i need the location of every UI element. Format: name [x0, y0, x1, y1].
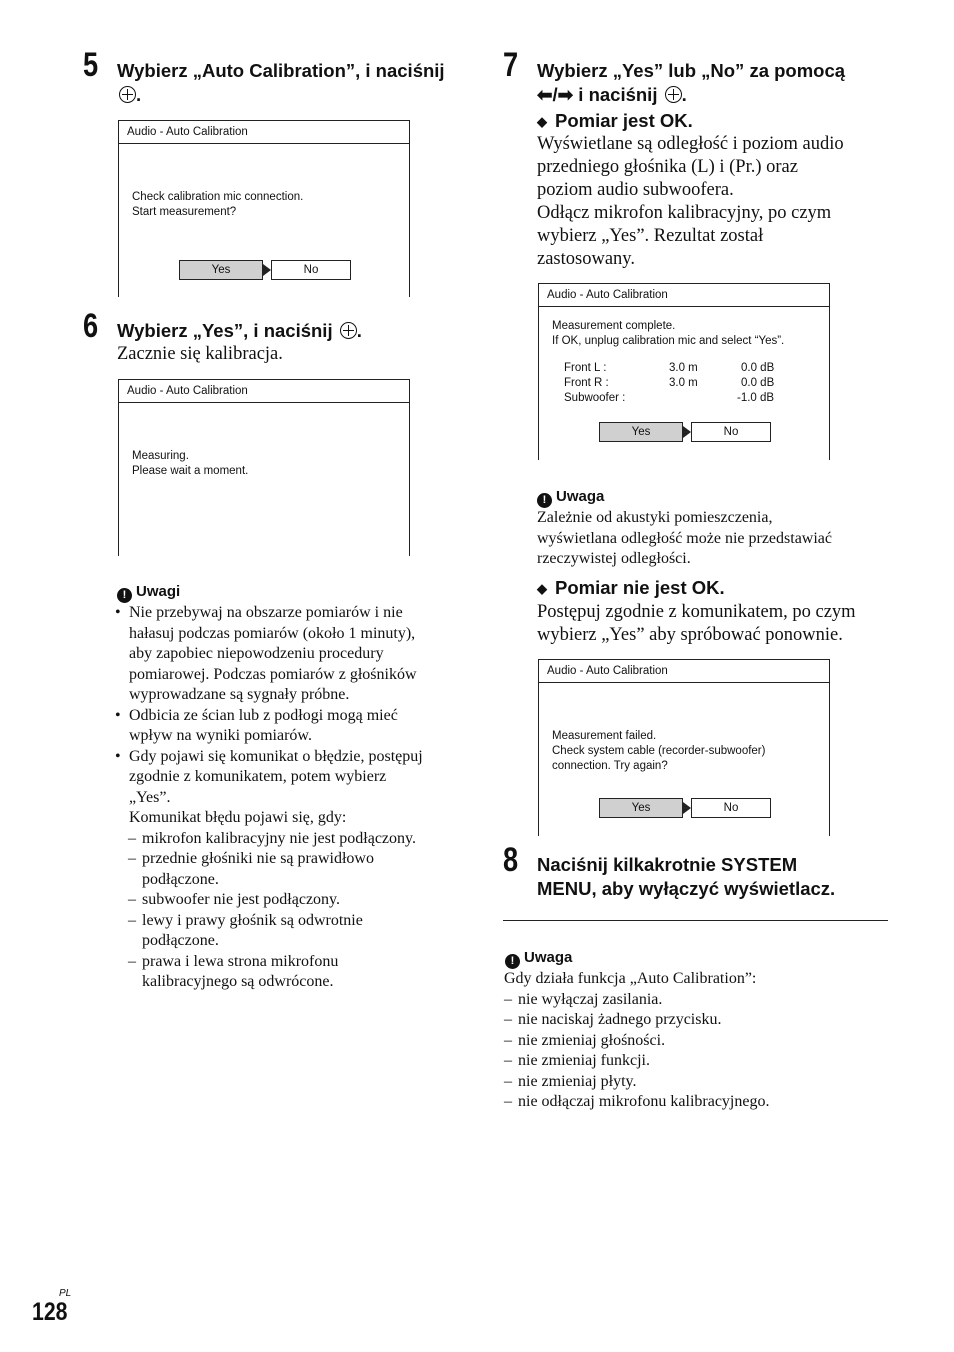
page-number: 128	[32, 1298, 68, 1326]
dialog-line: Measuring.	[132, 450, 189, 462]
step-5-heading	[117, 59, 477, 107]
step-6-heading-text: Wybierz „Yes”, i naciśnij	[117, 320, 333, 341]
dash-item	[128, 849, 475, 890]
note-body	[504, 969, 894, 1113]
dash-item	[504, 1092, 894, 1113]
ok-line: przedniego głośnika (L) i (Pr.) oraz	[537, 157, 798, 177]
note-line: subwoofer nie jest podłączony.	[142, 891, 341, 908]
no-button[interactable]: No	[691, 798, 771, 818]
ok-title: Pomiar jest OK.	[555, 110, 693, 131]
dash-item	[504, 1051, 894, 1072]
dialog-line: Start measurement?	[132, 206, 237, 218]
note-line: wyświetlana odległość może nie przedstawiać	[537, 529, 832, 547]
result-distance: 3.0 m	[669, 377, 698, 389]
note-line: Komunikat błędu pojawi się, gdy:	[129, 809, 347, 826]
dialog-line: Please wait a moment.	[132, 465, 249, 477]
result-level: 0.0 dB	[741, 377, 775, 389]
yes-button[interactable]: Yes	[599, 798, 683, 818]
step-6-body: Zacznie się kalibracja.	[117, 344, 283, 364]
note-line: prawa i lewa strona mikrofonu	[142, 952, 339, 970]
step-8-heading-text: MENU, aby wyłączyć wyświetlacz.	[537, 878, 836, 899]
diamond-icon: ◆	[537, 581, 547, 596]
step-7-heading-text: i naciśnij	[578, 84, 658, 105]
note-heading	[505, 948, 572, 969]
dialog-title: Audio - Auto Calibration	[119, 121, 409, 144]
enter-button-icon	[665, 86, 682, 103]
notes-title: Uwagi	[136, 583, 181, 600]
step-7-heading-end: .	[681, 84, 687, 105]
note-line: kalibracyjnego są odwrócone.	[142, 973, 334, 990]
dash-item	[128, 911, 475, 952]
note-icon: !	[117, 588, 132, 603]
ok-body	[537, 133, 907, 271]
dialog-message	[552, 319, 784, 349]
note-icon: !	[537, 493, 552, 508]
dialog-measuring	[118, 379, 410, 556]
note-line: Nie przebywaj na obszarze pomiarów i nie	[129, 604, 403, 621]
list-item	[115, 603, 475, 706]
ok-line: poziom audio subwoofera.	[537, 180, 734, 200]
note-line: aby zapobiec niepowodzeniu procedury	[129, 645, 384, 662]
note-line: rzeczywistej odległości.	[537, 550, 691, 567]
dialog-message	[132, 449, 248, 479]
dash-item	[504, 1072, 894, 1093]
no-button[interactable]: No	[691, 422, 771, 442]
ok-subheading	[537, 109, 693, 134]
dash-item	[504, 1031, 894, 1052]
result-label: Front R :	[564, 377, 609, 389]
no-button[interactable]: No	[271, 260, 351, 280]
step-7-number: 7	[503, 46, 519, 84]
list-item	[115, 706, 475, 747]
dialog-measurement-failed	[538, 659, 830, 836]
note-line: Gdy pojawi się komunikat o błędzie, postępuj	[129, 747, 423, 765]
note-line: „Yes”.	[129, 788, 171, 806]
notes-heading	[117, 582, 180, 603]
yes-button[interactable]: Yes	[179, 260, 263, 280]
dialog-line: Check system cable (recorder-subwoofer)	[552, 745, 766, 757]
dialog-line: Measurement failed.	[552, 730, 657, 742]
dialog-line: If OK, unplug calibration mic and select “Yes”.	[552, 335, 785, 347]
note-icon: !	[505, 954, 520, 969]
result-label: Front L :	[564, 362, 607, 374]
step-5-heading-end: .	[136, 84, 142, 105]
fail-subheading	[537, 576, 725, 601]
note-line: przednie głośniki nie są prawidłowo	[142, 850, 374, 867]
dialog-title: Audio - Auto Calibration	[539, 284, 829, 307]
ok-line: zastosowany.	[537, 249, 635, 269]
note-line: Zależnie od akustyki pomieszczenia,	[537, 509, 773, 526]
note-line: podłączone.	[142, 870, 219, 888]
left-right-arrows-icon: ⬅/➡	[537, 84, 574, 105]
step-6-heading-end: .	[356, 320, 362, 341]
step-5-heading-text: Wybierz „Auto Calibration”, i naciśnij	[117, 60, 445, 81]
fail-line: wybierz „Yes” aby spróbować ponownie.	[537, 625, 843, 645]
step-7-heading	[537, 59, 897, 107]
step-6-number: 6	[83, 307, 99, 345]
dialog-measurement-complete	[538, 283, 830, 460]
note-line: nie naciskaj żadnego przycisku.	[518, 1011, 722, 1028]
step-8-heading	[537, 853, 907, 901]
note-line: podłączone.	[142, 932, 219, 949]
dash-item	[128, 829, 475, 850]
ok-line: Odłącz mikrofon kalibracyjny, po czym	[537, 203, 832, 223]
result-level: 0.0 dB	[741, 362, 775, 374]
dialog-message	[552, 729, 765, 774]
dash-item	[128, 952, 475, 993]
result-level: -1.0 dB	[737, 392, 775, 404]
dash-item	[504, 990, 894, 1011]
step-7-heading-text: Wybierz „Yes” lub „No” za pomocą	[537, 60, 846, 81]
note-body	[537, 508, 907, 570]
note-line: nie zmieniaj głośności.	[518, 1031, 666, 1049]
list-item	[115, 747, 475, 829]
note-line: lewy i prawy głośnik są odwrotnie	[142, 911, 363, 929]
dash-item	[504, 1010, 894, 1031]
note-line: nie zmieniaj płyty.	[518, 1072, 637, 1090]
step-8-heading-text: Naciśnij kilkakrotnie SYSTEM	[537, 854, 798, 875]
dialog-line: connection. Try again?	[552, 760, 668, 772]
fail-body	[537, 601, 917, 647]
ok-line: Wyświetlane są odległość i poziom audio	[537, 134, 844, 154]
dialog-check-mic	[118, 120, 410, 297]
dialog-line: Measurement complete.	[552, 320, 676, 332]
note-title: Uwaga	[556, 488, 605, 505]
fail-line: Postępuj zgodnie z komunikatem, po czym	[537, 602, 856, 622]
enter-button-icon	[340, 322, 357, 339]
note-line: hałasuj podczas pomiarów (około 1 minuty),	[129, 624, 416, 642]
dialog-title: Audio - Auto Calibration	[539, 660, 829, 683]
diamond-icon: ◆	[537, 114, 547, 129]
note-line: pomiarowej. Podczas pomiarów z głośników	[129, 665, 417, 683]
note-line: wpływ na wyniki pomiarów.	[129, 727, 312, 744]
yes-button[interactable]: Yes	[599, 422, 683, 442]
note-intro: Gdy działa funkcja „Auto Calibration”:	[504, 970, 757, 987]
note-line: nie odłączaj mikrofonu kalibracyjnego.	[518, 1093, 770, 1110]
step-6-heading	[117, 319, 362, 343]
note-line: nie wyłączaj zasilania.	[518, 990, 663, 1008]
note-heading	[537, 487, 604, 508]
note-line: wyprowadzane są sygnały próbne.	[129, 686, 350, 703]
fail-title: Pomiar nie jest OK.	[555, 577, 725, 598]
enter-button-icon	[119, 86, 136, 103]
dialog-line: Check calibration mic connection.	[132, 191, 304, 203]
note-line: Odbicia ze ścian lub z podłogi mogą mieć	[129, 706, 398, 724]
result-label: Subwoofer :	[564, 392, 626, 404]
dialog-title: Audio - Auto Calibration	[119, 380, 409, 403]
list-item	[115, 829, 475, 993]
dialog-message	[132, 190, 303, 220]
ok-line: wybierz „Yes”. Rezultat został	[537, 226, 764, 246]
language-code: PL	[59, 1288, 72, 1299]
result-distance: 3.0 m	[669, 362, 698, 374]
dash-item	[128, 890, 475, 911]
divider	[503, 920, 888, 921]
step-5-number: 5	[83, 46, 99, 84]
step-8-number: 8	[503, 841, 519, 879]
note-line: nie zmieniaj funkcji.	[518, 1052, 650, 1069]
note-title: Uwaga	[524, 949, 573, 966]
note-line: zgodnie z komunikatem, potem wybierz	[129, 768, 387, 785]
notes-list	[115, 603, 475, 993]
note-line: mikrofon kalibracyjny nie jest podłączony.	[142, 829, 416, 847]
